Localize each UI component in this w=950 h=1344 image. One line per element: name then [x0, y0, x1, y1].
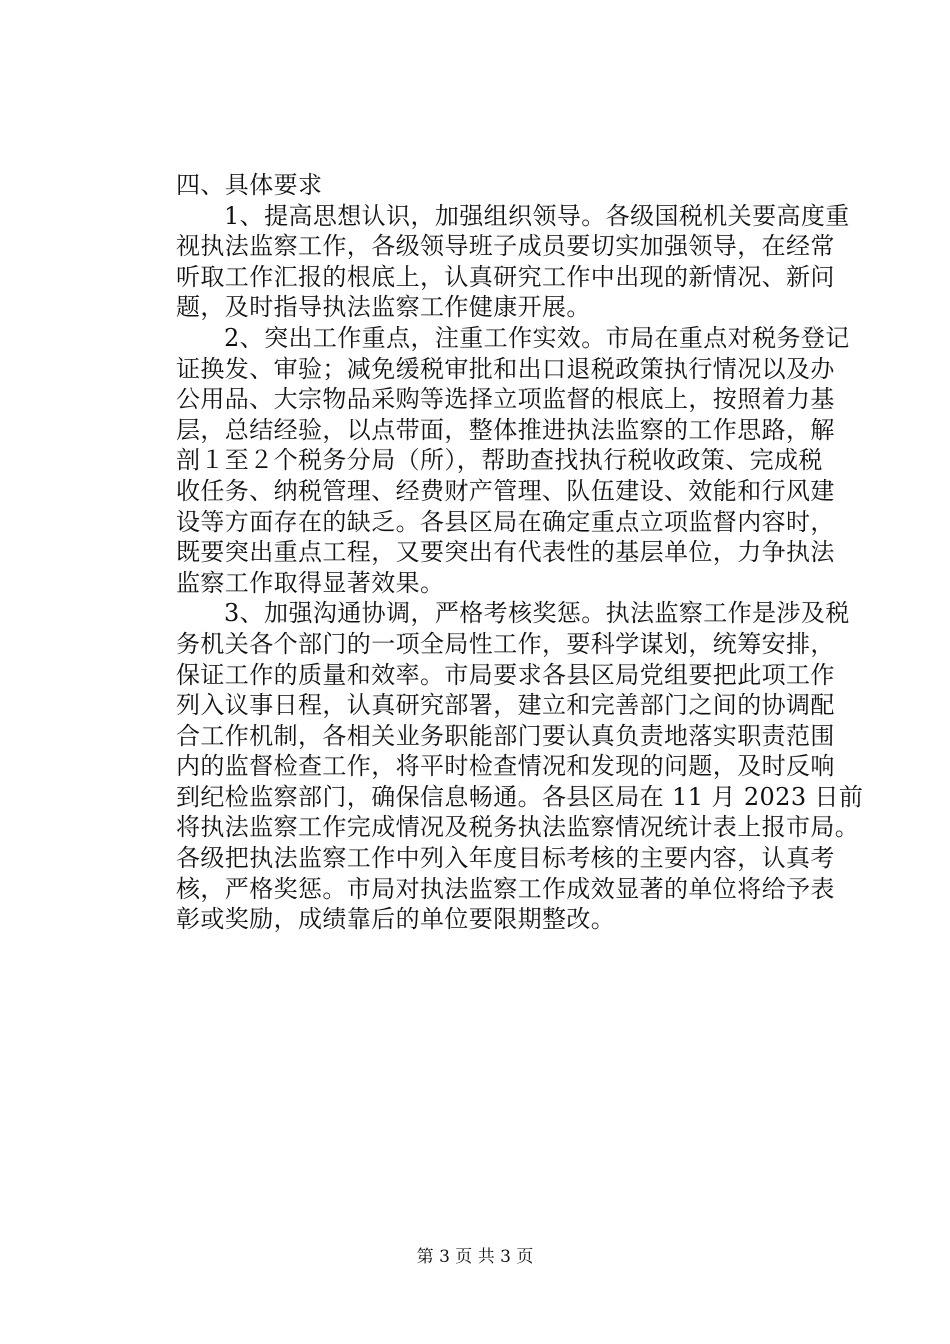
paragraph-line: 各级把执法监察工作中列入年度目标考核的主要内容，认真考 — [176, 844, 835, 873]
paragraph-line: 证换发、审验；减免缓税审批和出口退税政策执行情况以及办 — [176, 354, 835, 383]
paragraph-line: 内的监督检查工作，将平时检查情况和发现的问题，及时反响 — [176, 752, 835, 781]
paragraph-line: 剖１至２个税务分局（所），帮助查找执行税收政策、完成税 — [176, 446, 823, 475]
paragraph-line: 彰或奖励，成绩靠后的单位要限期整改。 — [176, 905, 616, 934]
document-body — [128, 170, 864, 935]
paragraph-line: 2、突出工作重点，注重工作实效。市局在重点对税务登记 — [224, 323, 850, 352]
page-footer: 第 3 页 共 3 页 — [416, 1247, 534, 1267]
paragraph-line: 务机关各个部门的一项全局性工作，要科学谋划，统筹安排， — [176, 629, 835, 658]
paragraph-line: 监察工作取得显著效果。 — [176, 568, 445, 597]
paragraph-line: 核，严格奖惩。市局对执法监察工作成效显著的单位将给予表 — [176, 874, 835, 903]
paragraph-3 — [128, 598, 864, 935]
paragraph-line: 将执法监察工作完成情况及税务执法监察情况统计表上报市局。 — [176, 813, 860, 842]
paragraph-line: 1、提高思想认识，加强组织领导。各级国税机关要高度重 — [224, 201, 850, 230]
paragraph-line: 题，及时指导执法监察工作健康开展。 — [176, 293, 591, 322]
paragraph-line: 视执法监察工作，各级领导班子成员要切实加强领导，在经常 — [176, 232, 835, 261]
paragraph-line: 到纪检监察部门，确保信息畅通。各县区局在 11 月 2023 日前 — [176, 782, 864, 811]
paragraph-line: 合工作机制，各相关业务职能部门要认真负责地落实职责范围 — [176, 721, 835, 750]
paragraph-line: 既要突出重点工程，又要突出有代表性的基层单位，力争执法 — [176, 538, 835, 567]
paragraph-line: 列入议事日程，认真研究部署，建立和完善部门之间的协调配 — [176, 691, 835, 720]
paragraph-line: 听取工作汇报的根底上，认真研究工作中出现的新情况、新问 — [176, 262, 835, 291]
paragraph-line: 公用品、大宗物品采购等选择立项监督的根底上，按照着力基 — [176, 385, 835, 414]
paragraph-line: 收任务、纳税管理、经费财产管理、队伍建设、效能和行风建 — [176, 476, 835, 505]
section-heading: 四、具体要求 — [176, 171, 323, 199]
paragraph-line: 层，总结经验，以点带面，整体推进执法监察的工作思路，解 — [176, 415, 835, 444]
paragraph-line: 3、加强沟通协调，严格考核奖惩。执法监察工作是涉及税 — [224, 599, 850, 628]
paragraph-2 — [128, 323, 850, 598]
paragraph-line: 保证工作的质量和效率。市局要求各县区局党组要把此项工作 — [176, 660, 835, 689]
paragraph-1 — [128, 201, 850, 323]
paragraph-line: 设等方面存在的缺乏。各县区局在确定重点立项监督内容时， — [176, 507, 835, 536]
